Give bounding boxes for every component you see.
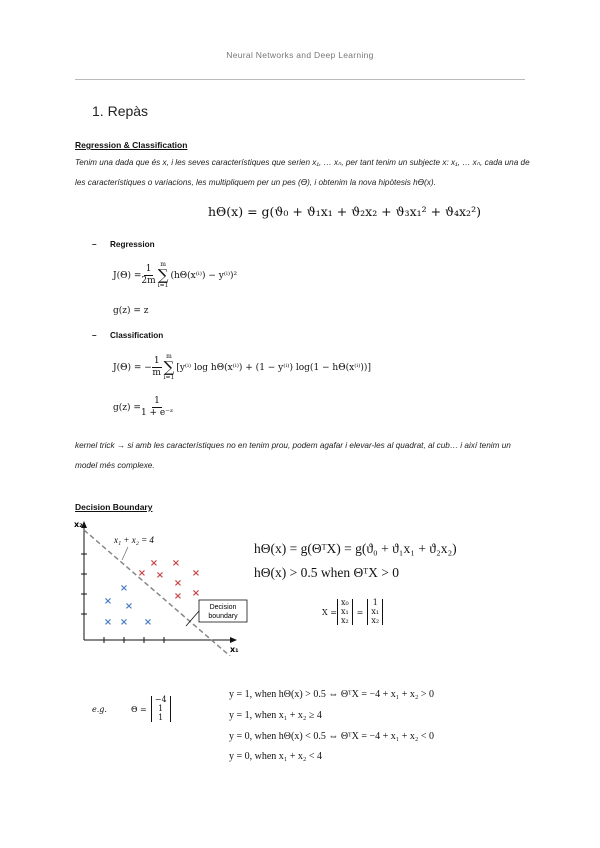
regression-sum-top: m: [160, 261, 166, 268]
classification-cost-lhs: J(Θ) = −: [113, 362, 152, 373]
feature-vector-values: [367, 599, 383, 625]
label-pointer: [122, 547, 128, 560]
regression-cost-body: (hΘ(x⁽ⁱ⁾) − y⁽ⁱ⁾)²: [170, 270, 238, 281]
sigmoid-denominator: 1 + e⁻ᶻ: [140, 408, 173, 418]
negative-class-points: [104, 583, 152, 628]
section-number: 1.: [92, 103, 104, 119]
blue-point: ×: [143, 617, 153, 628]
classification-cost-denominator: m: [152, 368, 161, 378]
red-point: ×: [173, 578, 183, 589]
sigmoid-lhs: g(z) =: [113, 402, 141, 413]
example-label: e.g.: [92, 704, 107, 714]
vector-entry: x₁: [371, 606, 380, 616]
regression-bullet: – Regression: [92, 240, 155, 249]
classification-sum-top: m: [166, 353, 172, 360]
classification-cost-body: [y⁽ⁱ⁾ log hΘ(x⁽ⁱ⁾) + (1 − y⁽ⁱ⁾) log(1 − hΘ(x⁽ⁱ⁾))]: [176, 362, 371, 373]
header-divider: [75, 79, 525, 80]
regression-cost-fraction: [141, 265, 155, 286]
classification-sum-bottom: i=1: [163, 374, 175, 381]
hypothesis-equation: hΘ(x) = g(ϑ₀ + ϑ₁x₁ + ϑ₂x₂ + ϑ₃x₁² + ϑ₄x₂²): [208, 204, 481, 219]
classification-sum: m ∑ i=1: [163, 353, 175, 381]
feature-vector: [322, 599, 383, 625]
regression-label: Regression: [110, 240, 155, 249]
red-point: ×: [191, 568, 201, 579]
theta-entry: −4: [154, 695, 167, 704]
regression-cost-equation: [113, 262, 237, 289]
theta-label: Θ =: [130, 704, 147, 714]
red-point: ×: [137, 568, 147, 579]
classification-cost-fraction: [152, 357, 162, 378]
vector-entry: x₀: [340, 598, 349, 607]
regression-cost-numerator: 1: [145, 264, 152, 274]
section-name: Repàs: [107, 103, 149, 119]
section-title: [92, 103, 148, 119]
vector-entry: x₁: [340, 606, 349, 616]
decision-boundary-line: [84, 530, 230, 656]
decision-boundary-plot: [70, 516, 290, 656]
decision-boundary-heading: Decision Boundary: [75, 502, 153, 512]
theta-vector: [151, 696, 171, 722]
red-point: ×: [171, 558, 181, 569]
callout-pointer: [186, 611, 199, 626]
regression-sum: m ∑ i=1: [157, 261, 169, 289]
blue-point: ×: [119, 583, 129, 594]
red-point: ×: [191, 588, 201, 599]
positive-class-points: [138, 558, 200, 602]
theta-entry: 1: [158, 703, 164, 713]
regression-cost-lhs: J(Θ) =: [113, 270, 142, 281]
boundary-equation-label: x₁ + x₂ = 4: [114, 535, 154, 545]
callout-line-1: Decision: [209, 604, 237, 611]
blue-point: ×: [103, 617, 113, 628]
y-axis-label: x₂: [74, 520, 83, 529]
classification-label: Classification: [110, 331, 164, 340]
regression-cost-denominator: 2m: [141, 276, 156, 286]
feature-vector-label: X =: [322, 607, 337, 617]
vector-entry: x₂: [340, 615, 349, 625]
regression-classification-heading: Regression & Classification: [75, 140, 188, 150]
sigmoid-numerator: 1: [154, 396, 160, 406]
intro-paragraph: Tenim una dada que és x, i les seves característiques que serien x₁, … xₙ, per tant tenim un subjecte x: x₁, … xₙ, cada una de les característiques o variacions, les multipliquem per un pes (Ө), i obtenim la nova hipòtesis hӨ(x).: [75, 158, 530, 187]
classification-bullet: – Classification: [92, 331, 164, 340]
classification-activation: [113, 397, 173, 418]
blue-point: ×: [119, 617, 129, 628]
red-point: ×: [155, 570, 165, 581]
sigmoid-fraction: [141, 397, 173, 418]
decision-eq-1: hΘ(x) = g(ΘᵀX) = g(ϑ₀ + ϑ₁x₁ + ϑ₂x₂): [254, 541, 457, 556]
kernel-trick-note: kernel trick → si amb les característiques no en tenim prou, podem agafar i elevar-les al quadrat, al cub… i així tenim un model més complexe.: [75, 441, 511, 470]
regression-sum-bottom: i=1: [157, 282, 169, 289]
theta-entry: 1: [158, 712, 164, 722]
example-line-4: y = 0, when x₁ + x₂ < 4: [229, 751, 323, 762]
example-line-2: y = 1, when x₁ + x₂ ≥ 4: [229, 710, 322, 721]
red-point: ×: [173, 591, 183, 602]
vector-entry: 1: [372, 598, 378, 607]
classification-cost-equation: [113, 354, 371, 381]
blue-point: ×: [124, 601, 134, 612]
classification-cost-numerator: 1: [153, 356, 160, 366]
decision-eq-2: hΘ(x) > 0.5 when ΘᵀX > 0: [254, 565, 399, 580]
callout-line-2: boundary: [208, 613, 238, 620]
vector-equals: =: [356, 607, 364, 617]
regression-activation: g(z) = z: [113, 306, 149, 316]
vector-entry: x₂: [371, 615, 380, 625]
feature-vector-symbolic: [337, 599, 353, 625]
x-axis-label: x₁: [230, 645, 239, 654]
x-axis-arrow: [230, 637, 237, 643]
red-point: ×: [149, 558, 159, 569]
example-line-1: y = 1, when hΘ(x) > 0.5 ⇔ ΘᵀX = −4 + x₁ + x₂ > 0: [229, 689, 435, 700]
blue-point: ×: [103, 596, 113, 607]
theta-example: [92, 696, 171, 722]
example-line-3: y = 0, when hΘ(x) < 0.5 ⇔ ΘᵀX = −4 + x₁ + x₂ < 0: [229, 731, 435, 742]
page-header: Neural Networks and Deep Learning: [226, 50, 374, 60]
